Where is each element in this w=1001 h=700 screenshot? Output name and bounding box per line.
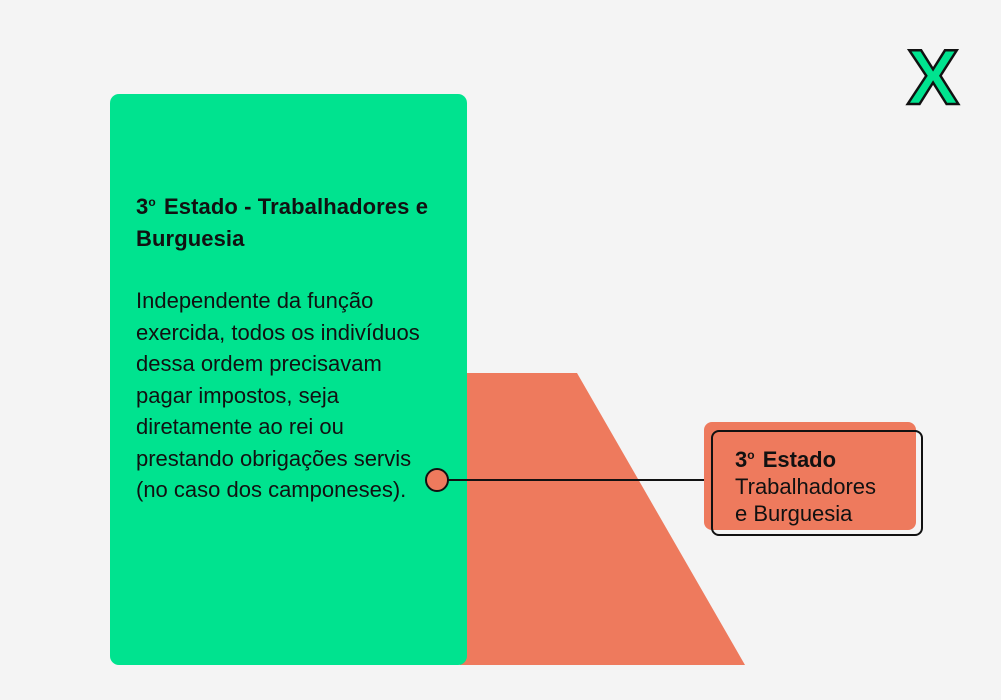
label-line-1: Trabalhadores bbox=[735, 474, 877, 499]
label-line-2: e Burguesia bbox=[735, 501, 853, 526]
card-body: Independente da função exercida, todos os indivíduos dessa ordem precisavam pagar impostos, seja diretamente ao rei ou prestando obrigações servis (no caso dos camponeses). bbox=[136, 288, 420, 502]
x-logo-icon bbox=[903, 40, 967, 110]
card-title: 3$^o$ Estado - Trabalhadores e Burguesia bbox=[136, 194, 429, 251]
label-title: 3$^o$ Estado bbox=[735, 447, 837, 472]
info-card bbox=[110, 94, 467, 665]
svg-text:X: X bbox=[907, 40, 960, 110]
pyramid-third-estate-shape bbox=[460, 373, 745, 665]
label-box bbox=[711, 430, 923, 536]
